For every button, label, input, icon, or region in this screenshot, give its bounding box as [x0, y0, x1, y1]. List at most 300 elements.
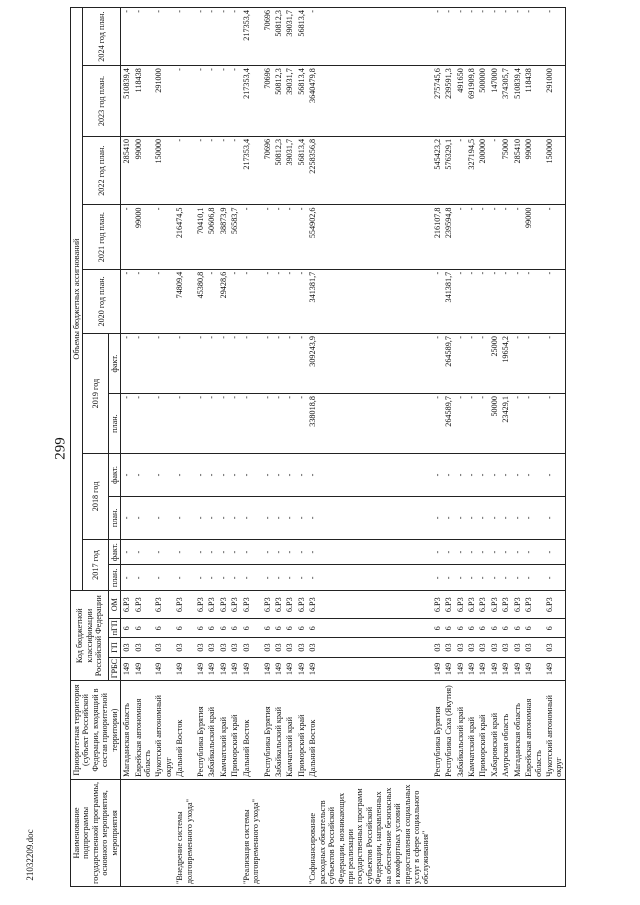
cell-2017-fact: -: [284, 539, 295, 565]
cell-2022: 285410: [121, 136, 133, 205]
cell-2019-plan: -: [121, 394, 133, 454]
header-2017-fact: факт.: [108, 539, 120, 565]
cell-2017-fact: -: [432, 539, 443, 565]
cell-2018-plan: -: [218, 496, 229, 539]
cell-2018-plan: -: [443, 496, 454, 539]
cell-2018-plan: -: [241, 496, 262, 539]
header-2018-fact: факт.: [108, 454, 120, 497]
cell-territory: Республика Бурятия: [195, 681, 206, 780]
cell-2021: 56583,7: [229, 205, 240, 269]
table-row: [544, 8, 565, 887]
table-row: [206, 8, 217, 887]
cell-2022: -: [455, 136, 466, 205]
cell-2018-fact: -: [218, 454, 229, 497]
cell-om: 6.Р3: [512, 591, 523, 619]
cell-om: 6.Р3: [489, 591, 500, 619]
cell-2023: 275745,6: [432, 66, 443, 137]
cell-om: 6.Р3: [455, 591, 466, 619]
cell-2021: -: [500, 205, 511, 269]
cell-territory: Забайкальский край: [206, 681, 217, 780]
cell-2017-fact: -: [262, 539, 273, 565]
cell-2023: 39031,7: [284, 66, 295, 137]
cell-2017-plan: -: [262, 565, 273, 591]
cell-2017-fact: -: [229, 539, 240, 565]
cell-2023: 147000: [489, 66, 500, 137]
cell-2022: 285410: [512, 136, 523, 205]
table-row: [432, 8, 443, 887]
cell-pgp: 6: [121, 619, 133, 638]
cell-2019-fact: -: [153, 334, 174, 394]
cell-2017-fact: -: [512, 539, 523, 565]
cell-2018-fact: -: [489, 454, 500, 497]
cell-2017-plan: -: [174, 565, 195, 591]
table-row: [121, 8, 133, 887]
cell-territory: Приморский край: [477, 681, 488, 780]
cell-2023: 510839,4: [512, 66, 523, 137]
cell-2022: -: [206, 136, 217, 205]
cell-name: [296, 779, 307, 886]
cell-2021: -: [121, 205, 133, 269]
cell-2017-plan: -: [121, 565, 133, 591]
cell-pgp: 6: [206, 619, 217, 638]
cell-grbs: 149: [273, 657, 284, 681]
cell-pgp: 6: [432, 619, 443, 638]
header-grbs: ГРБС: [108, 657, 120, 681]
cell-2022: -: [218, 136, 229, 205]
cell-pgp: 6: [466, 619, 477, 638]
cell-2020: 74809,4: [174, 269, 195, 333]
cell-2021: -: [544, 205, 565, 269]
cell-2018-fact: -: [273, 454, 284, 497]
cell-2023: -: [206, 66, 217, 137]
cell-2018-plan: -: [500, 496, 511, 539]
cell-2022: 56813,4: [296, 136, 307, 205]
cell-pgp: 6: [284, 619, 295, 638]
cell-2020: -: [500, 269, 511, 333]
cell-2020: -: [229, 269, 240, 333]
cell-2019-fact: -: [229, 334, 240, 394]
table-row: [284, 8, 295, 887]
cell-om: 6.Р3: [206, 591, 217, 619]
cell-2018-fact: -: [262, 454, 273, 497]
cell-2023: 118438: [523, 66, 544, 137]
cell-grbs: 149: [544, 657, 565, 681]
cell-gp: 03: [544, 638, 565, 657]
cell-gp: 03: [307, 638, 431, 657]
header-2018-plan: план.: [108, 496, 120, 539]
cell-2021: -: [489, 205, 500, 269]
cell-2024: -: [432, 8, 443, 66]
cell-2019-fact: -: [432, 334, 443, 394]
cell-gp: 03: [121, 638, 133, 657]
cell-grbs: 149: [455, 657, 466, 681]
header-2023: 2023 год план.: [83, 66, 121, 137]
cell-territory: Магаданская область: [121, 681, 133, 780]
cell-2017-plan: -: [544, 565, 565, 591]
cell-2021: -: [455, 205, 466, 269]
cell-2017-plan: -: [307, 565, 431, 591]
cell-2017-fact: -: [218, 539, 229, 565]
cell-2017-plan: -: [432, 565, 443, 591]
cell-2021: -: [284, 205, 295, 269]
cell-name: [466, 779, 477, 886]
cell-gp: 03: [466, 638, 477, 657]
cell-2017-fact: -: [477, 539, 488, 565]
cell-2024: 70696: [262, 8, 273, 66]
cell-2019-fact: 309243,9: [307, 334, 431, 394]
cell-2023: 70696: [262, 66, 273, 137]
cell-name: [432, 779, 443, 886]
cell-2020: -: [432, 269, 443, 333]
cell-name: [284, 779, 295, 886]
cell-2020: -: [466, 269, 477, 333]
cell-gp: 03: [195, 638, 206, 657]
header-2017: 2017 год: [83, 539, 108, 590]
cell-pgp: 6: [477, 619, 488, 638]
cell-2017-fact: -: [455, 539, 466, 565]
cell-gp: 03: [477, 638, 488, 657]
cell-2022: 75000: [500, 136, 511, 205]
cell-2019-plan: -: [544, 394, 565, 454]
cell-2018-fact: -: [512, 454, 523, 497]
header-code-group: Код бюджетной классификации Российской Федерации: [71, 591, 109, 681]
cell-2024: -: [523, 8, 544, 66]
cell-2023: 118438: [133, 66, 154, 137]
cell-2018-fact: -: [296, 454, 307, 497]
cell-2017-plan: -: [512, 565, 523, 591]
cell-2020: -: [489, 269, 500, 333]
cell-gp: 03: [455, 638, 466, 657]
cell-2019-plan: 23429,1: [500, 394, 511, 454]
cell-2019-plan: -: [273, 394, 284, 454]
cell-2017-plan: -: [477, 565, 488, 591]
header-2022: 2022 год план.: [83, 136, 121, 205]
cell-2019-plan: -: [229, 394, 240, 454]
cell-2018-plan: -: [544, 496, 565, 539]
cell-2019-fact: -: [241, 334, 262, 394]
cell-om: 6.Р3: [262, 591, 273, 619]
cell-2022: 50812,3: [273, 136, 284, 205]
cell-2017-plan: -: [218, 565, 229, 591]
cell-2018-plan: -: [133, 496, 154, 539]
cell-2022: 327194,5: [466, 136, 477, 205]
cell-2017-fact: -: [296, 539, 307, 565]
cell-2019-fact: -: [174, 334, 195, 394]
cell-2021: -: [273, 205, 284, 269]
cell-2017-fact: -: [500, 539, 511, 565]
cell-grbs: 149: [218, 657, 229, 681]
cell-2022: -: [229, 136, 240, 205]
cell-grbs: 149: [195, 657, 206, 681]
cell-name: [489, 779, 500, 886]
cell-2022: 150000: [544, 136, 565, 205]
cell-2018-plan: -: [489, 496, 500, 539]
table-row: [241, 8, 262, 887]
cell-2018-fact: -: [133, 454, 154, 497]
cell-gp: 03: [218, 638, 229, 657]
cell-2020: -: [206, 269, 217, 333]
cell-om: 6.Р3: [241, 591, 262, 619]
header-2024: 2024 год план.: [83, 8, 121, 66]
cell-2018-plan: -: [121, 496, 133, 539]
cell-2023: -: [174, 66, 195, 137]
cell-2022: 2258356,8: [307, 136, 431, 205]
cell-name: [229, 779, 240, 886]
cell-2017-plan: -: [489, 565, 500, 591]
cell-2017-fact: -: [466, 539, 477, 565]
cell-territory: Дальний Восток: [241, 681, 262, 780]
cell-2019-fact: -: [273, 334, 284, 394]
cell-2019-plan: -: [523, 394, 544, 454]
cell-gp: 03: [133, 638, 154, 657]
cell-2018-plan: -: [206, 496, 217, 539]
cell-2018-plan: -: [466, 496, 477, 539]
cell-2018-fact: -: [195, 454, 206, 497]
cell-2019-fact: -: [206, 334, 217, 394]
cell-grbs: 149: [489, 657, 500, 681]
cell-om: 6.Р3: [544, 591, 565, 619]
header-2020: 2020 год план.: [83, 269, 121, 333]
cell-2021: -: [466, 205, 477, 269]
cell-territory: Еврейская автономная область: [133, 681, 154, 780]
cell-2019-fact: -: [512, 334, 523, 394]
cell-2023: 691909,8: [466, 66, 477, 137]
cell-2017-fact: -: [523, 539, 544, 565]
cell-name: "Софинансирование расходных обязательств субъектов Российской Федерации, возникающих при реализации государственных программ субъектов Российской Федерации, направленных на обеспечение безопасных и комфортных условий предоставления социальных услуг в сфере социального обслуживания": [307, 779, 431, 886]
table-row: [523, 8, 544, 887]
cell-name: [273, 779, 284, 886]
cell-name: [443, 779, 454, 886]
cell-om: 6.Р3: [284, 591, 295, 619]
cell-name: "Реализация системы долговременного ухода": [241, 779, 262, 886]
cell-2022: 150000: [153, 136, 174, 205]
cell-grbs: 149: [121, 657, 133, 681]
cell-2017-fact: -: [174, 539, 195, 565]
cell-2017-plan: -: [455, 565, 466, 591]
cell-2023: 291000: [544, 66, 565, 137]
cell-territory: Дальний Восток: [307, 681, 431, 780]
cell-grbs: 149: [432, 657, 443, 681]
table-row: [455, 8, 466, 887]
cell-grbs: 149: [466, 657, 477, 681]
cell-pgp: 6: [229, 619, 240, 638]
header-2021: 2021 год план.: [83, 205, 121, 269]
cell-2024: -: [477, 8, 488, 66]
cell-name: [262, 779, 273, 886]
cell-2023: 217353,4: [241, 66, 262, 137]
header-om: ОМ: [108, 591, 120, 619]
cell-grbs: 149: [512, 657, 523, 681]
cell-2024: -: [443, 8, 454, 66]
cell-2023: 491650: [455, 66, 466, 137]
cell-grbs: 149: [443, 657, 454, 681]
cell-om: 6.Р3: [477, 591, 488, 619]
cell-2021: -: [262, 205, 273, 269]
cell-gp: 03: [241, 638, 262, 657]
table-row: [273, 8, 284, 887]
cell-2024: -: [512, 8, 523, 66]
cell-2017-plan: -: [273, 565, 284, 591]
cell-2019-plan: -: [195, 394, 206, 454]
cell-2018-plan: -: [284, 496, 295, 539]
cell-gp: 03: [432, 638, 443, 657]
cell-2017-plan: -: [500, 565, 511, 591]
cell-2023: 239591,3: [443, 66, 454, 137]
cell-pgp: 6: [544, 619, 565, 638]
cell-2019-plan: -: [296, 394, 307, 454]
cell-2022: 545423,2: [432, 136, 443, 205]
cell-2019-fact: -: [455, 334, 466, 394]
header-2018: 2018 год: [83, 454, 108, 540]
cell-2018-plan: -: [195, 496, 206, 539]
cell-2024: -: [544, 8, 565, 66]
cell-2021: -: [153, 205, 174, 269]
cell-2018-plan: -: [229, 496, 240, 539]
page-number: 299: [52, 437, 69, 460]
cell-2018-plan: -: [307, 496, 431, 539]
cell-territory: Чукотский автономный округ: [153, 681, 174, 780]
cell-2020: 341381,7: [307, 269, 431, 333]
cell-2018-plan: -: [455, 496, 466, 539]
cell-om: 6.Р3: [296, 591, 307, 619]
cell-om: 6.Р3: [174, 591, 195, 619]
cell-om: 6.Р3: [133, 591, 154, 619]
cell-grbs: 149: [284, 657, 295, 681]
cell-territory: Дальний Восток: [174, 681, 195, 780]
cell-grbs: 149: [307, 657, 431, 681]
cell-2017-fact: -: [443, 539, 454, 565]
cell-2024: -: [206, 8, 217, 66]
cell-name: [500, 779, 511, 886]
cell-2019-plan: 50000: [489, 394, 500, 454]
cell-pgp: 6: [512, 619, 523, 638]
cell-2022: 99000: [523, 136, 544, 205]
cell-2020: -: [284, 269, 295, 333]
cell-grbs: 149: [523, 657, 544, 681]
cell-2023: -: [229, 66, 240, 137]
cell-2019-fact: -: [195, 334, 206, 394]
cell-2024: 50812,3: [273, 8, 284, 66]
table-row: [443, 8, 454, 887]
cell-2019-fact: 264589,7: [443, 334, 454, 394]
cell-grbs: 149: [296, 657, 307, 681]
table-row: [218, 8, 229, 887]
cell-om: 6.Р3: [443, 591, 454, 619]
cell-om: 6.Р3: [273, 591, 284, 619]
cell-territory: Приморский край: [296, 681, 307, 780]
table-row: [466, 8, 477, 887]
cell-2017-fact: -: [544, 539, 565, 565]
cell-2024: -: [133, 8, 154, 66]
cell-2017-fact: -: [307, 539, 431, 565]
cell-2024: 56813,4: [296, 8, 307, 66]
cell-2017-fact: -: [121, 539, 133, 565]
cell-name: [523, 779, 544, 886]
cell-2019-plan: -: [133, 394, 154, 454]
cell-2021: 99000: [133, 205, 154, 269]
cell-gp: 03: [153, 638, 174, 657]
cell-2018-plan: -: [273, 496, 284, 539]
cell-pgp: 6: [307, 619, 431, 638]
cell-2019-fact: -: [133, 334, 154, 394]
cell-territory: Еврейская автономная область: [523, 681, 544, 780]
cell-pgp: 6: [195, 619, 206, 638]
cell-2018-fact: -: [307, 454, 431, 497]
cell-2024: -: [174, 8, 195, 66]
cell-pgp: 6: [174, 619, 195, 638]
cell-2019-plan: -: [512, 394, 523, 454]
cell-2018-fact: -: [284, 454, 295, 497]
cell-territory: Камчатский край: [218, 681, 229, 780]
cell-2021: 38873,9: [218, 205, 229, 269]
cell-2017-plan: -: [443, 565, 454, 591]
cell-2019-plan: -: [218, 394, 229, 454]
cell-gp: 03: [512, 638, 523, 657]
cell-name: "Внедрение системы долговременного ухода": [174, 779, 195, 886]
cell-2022: -: [489, 136, 500, 205]
cell-2019-fact: -: [466, 334, 477, 394]
cell-2020: -: [544, 269, 565, 333]
cell-2022: 200000: [477, 136, 488, 205]
cell-name: [133, 779, 154, 886]
cell-pgp: 6: [296, 619, 307, 638]
cell-2022: 70696: [262, 136, 273, 205]
header-2019: 2019 год: [83, 334, 108, 454]
cell-name: [206, 779, 217, 886]
cell-2019-plan: -: [153, 394, 174, 454]
header-volumes-group: Объемы бюджетных ассигнований: [71, 8, 83, 591]
cell-2018-fact: -: [174, 454, 195, 497]
cell-2018-plan: -: [296, 496, 307, 539]
cell-2022: 39031,7: [284, 136, 295, 205]
cell-pgp: 6: [489, 619, 500, 638]
cell-2018-plan: -: [153, 496, 174, 539]
cell-2019-plan: -: [477, 394, 488, 454]
cell-2017-fact: -: [195, 539, 206, 565]
cell-gp: 03: [273, 638, 284, 657]
cell-name: [153, 779, 174, 886]
table-row: [296, 8, 307, 887]
cell-2017-plan: -: [229, 565, 240, 591]
cell-2021: -: [477, 205, 488, 269]
cell-grbs: 149: [477, 657, 488, 681]
cell-2017-plan: -: [466, 565, 477, 591]
cell-2019-fact: -: [284, 334, 295, 394]
cell-2019-plan: -: [432, 394, 443, 454]
cell-2023: -: [218, 66, 229, 137]
cell-territory: Амурская область: [500, 681, 511, 780]
cell-pgp: 6: [241, 619, 262, 638]
cell-2021: 99000: [523, 205, 544, 269]
cell-om: 6.Р3: [153, 591, 174, 619]
cell-name: [195, 779, 206, 886]
table-body: [121, 8, 566, 887]
cell-2017-plan: -: [523, 565, 544, 591]
cell-om: 6.Р3: [229, 591, 240, 619]
cell-pgp: 6: [262, 619, 273, 638]
cell-2024: 217353,4: [241, 8, 262, 66]
cell-2019-fact: -: [262, 334, 273, 394]
cell-name: [218, 779, 229, 886]
cell-territory: Камчатский край: [466, 681, 477, 780]
cell-gp: 03: [523, 638, 544, 657]
cell-grbs: 149: [174, 657, 195, 681]
cell-2021: 216474,5: [174, 205, 195, 269]
cell-2024: -: [455, 8, 466, 66]
cell-grbs: 149: [206, 657, 217, 681]
cell-2023: 291000: [153, 66, 174, 137]
cell-gp: 03: [284, 638, 295, 657]
